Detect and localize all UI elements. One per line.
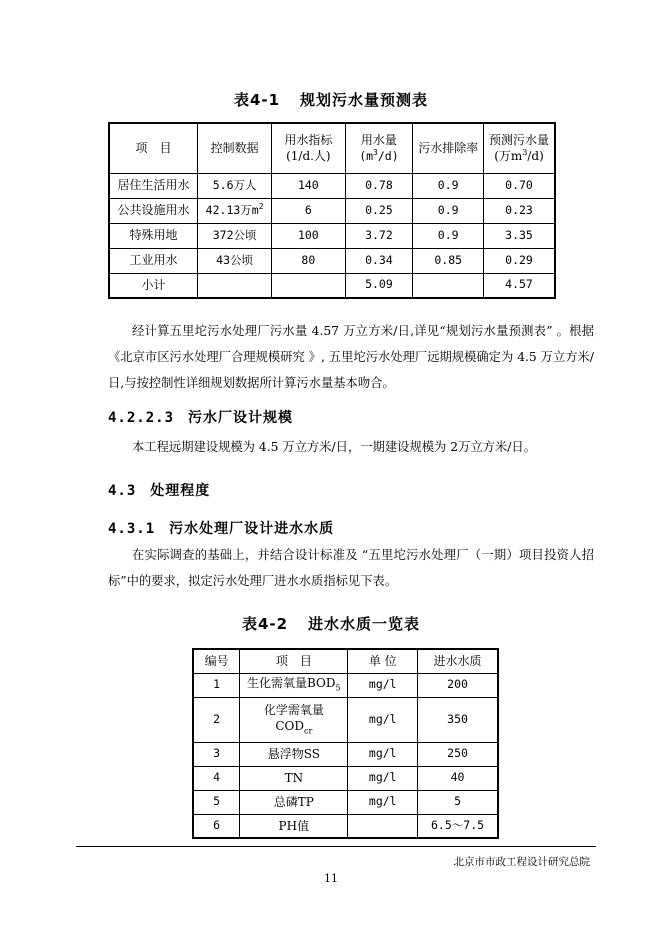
table2-header-item: 项 目 [240, 649, 348, 673]
table1-header-index: 用水指标 (1/d.人) [272, 123, 345, 173]
table1-header-rate: 污水排除率 [413, 123, 484, 173]
row-unit: mg/l [348, 742, 418, 766]
row-item: PH值 [240, 814, 348, 838]
table1-header-sewage: 预测污水量 (万$m^3/d$) [484, 123, 555, 173]
row-no: 2 [193, 697, 240, 742]
table1-caption [0, 89, 662, 110]
paragraph-plant-scale: 本工程远期建设规模为 4.5 万立方米/日，一期建设规模为 2万立方米/日。 [132, 440, 537, 454]
table1-subtotal-row [109, 273, 555, 298]
subtotal-water: 5.09 [345, 273, 413, 298]
row-value: 250 [418, 742, 498, 766]
row-control: 372公顷 [198, 223, 272, 248]
table-row [193, 766, 498, 790]
subtotal-label: 小计 [109, 273, 198, 298]
row-no: 1 [193, 673, 240, 697]
row-no: 3 [193, 742, 240, 766]
row-no: 6 [193, 814, 240, 838]
row-index: 100 [272, 223, 345, 248]
row-value: 350 [418, 697, 498, 742]
row-unit: mg/l [348, 766, 418, 790]
heading-treatment-degree [108, 480, 210, 500]
row-water: 0.78 [345, 173, 413, 198]
heading-influent-quality [108, 518, 334, 538]
table2-header-row [193, 649, 498, 673]
row-rate: 0.9 [413, 173, 484, 198]
table-row [109, 173, 555, 198]
paragraph-sewage-calc: 经计算五里坨污水处理厂污水量 4.57 万立方米/日,详见“规划污水量预测表” 。根据《北京市区污水处理厂合理规模研究 》, 五里坨污水处理厂远期规模确定为 4.5 万立方米/日,与按控制性详细规划数据所计算污水量基本吻合。 [108, 324, 594, 390]
influent-quality-table [192, 648, 499, 839]
paragraph-influent-quality: 在实际调查的基础上，并结合设计标准及 “五里坨污水处理厂（一期）项目投资人招标”中的要求，拟定污水处理厂进水水质指标见下表。 [108, 548, 594, 588]
table2-header-value: 进水水质 [418, 649, 498, 673]
row-sewage: 0.29 [484, 248, 555, 273]
table2-caption [0, 613, 662, 634]
table-row [109, 248, 555, 273]
row-unit: mg/l [348, 673, 418, 697]
table-row [109, 198, 555, 223]
row-value: 5 [418, 790, 498, 814]
row-unit: mg/l [348, 697, 418, 742]
table2-title: 进水水质一览表 [308, 615, 421, 633]
table1-title: 规划污水量预测表 [300, 91, 429, 109]
table2-header-unit: 单 位 [348, 649, 418, 673]
row-index: 140 [272, 173, 345, 198]
heading-plant-scale [108, 407, 293, 427]
page-number: 11 [324, 872, 338, 885]
footer-organization: 北京市市政工程设计研究总院 [453, 856, 590, 868]
row-water: 3.72 [345, 223, 413, 248]
row-item: 化学需氧量 $COD_{cr}$ [240, 697, 348, 742]
row-water: 0.34 [345, 248, 413, 273]
row-value: 40 [418, 766, 498, 790]
row-item: TN [240, 766, 348, 790]
table1-header-water: 用水量 $(m^3/d)$ [345, 123, 413, 173]
table-row [193, 673, 498, 697]
row-rate: 0.9 [413, 223, 484, 248]
table1-header-item: 项 目 [109, 123, 198, 173]
row-no: 4 [193, 766, 240, 790]
row-name: 公共设施用水 [109, 198, 198, 223]
row-name: 特殊用地 [109, 223, 198, 248]
heading-text: 污水处理厂设计进水水质 [169, 521, 335, 537]
row-rate: 0.9 [413, 198, 484, 223]
row-item: 悬浮物SS [240, 742, 348, 766]
footer-divider [76, 846, 596, 847]
heading-text: 处理程度 [150, 483, 211, 499]
heading-number: 4.3 [108, 483, 137, 499]
table1-header-control: 控制数据 [198, 123, 272, 173]
table-row [193, 697, 498, 742]
row-water: 0.25 [345, 198, 413, 223]
row-control: 42.13万$m^2$ [198, 198, 272, 223]
row-value: 6.5～7.5 [418, 814, 498, 838]
row-name: 居住生活用水 [109, 173, 198, 198]
table-row [193, 742, 498, 766]
row-item: 总磷TP [240, 790, 348, 814]
row-control: 43公顷 [198, 248, 272, 273]
subtotal-sewage: 4.57 [484, 273, 555, 298]
sewage-forecast-table [108, 122, 556, 299]
table-row [109, 223, 555, 248]
row-rate: 0.85 [413, 248, 484, 273]
table-row [193, 814, 498, 838]
row-item: 生化需氧量$BOD_5$ [240, 673, 348, 697]
row-sewage: 0.23 [484, 198, 555, 223]
table1-header-row [109, 123, 555, 173]
row-name: 工业用水 [109, 248, 198, 273]
row-value: 200 [418, 673, 498, 697]
heading-text: 污水厂设计规模 [188, 410, 294, 426]
row-sewage: 0.70 [484, 173, 555, 198]
row-control: 5.6万人 [198, 173, 272, 198]
row-no: 5 [193, 790, 240, 814]
heading-number: 4.3.1 [108, 521, 156, 537]
heading-number: 4.2.2.3 [108, 410, 175, 426]
row-unit [348, 814, 418, 838]
table-row [193, 790, 498, 814]
row-sewage: 3.35 [484, 223, 555, 248]
row-index: 6 [272, 198, 345, 223]
row-unit: mg/l [348, 790, 418, 814]
table1-number: 表4-1 [233, 91, 281, 109]
table2-number: 表4-2 [241, 615, 289, 633]
row-index: 80 [272, 248, 345, 273]
table2-header-no: 编号 [193, 649, 240, 673]
